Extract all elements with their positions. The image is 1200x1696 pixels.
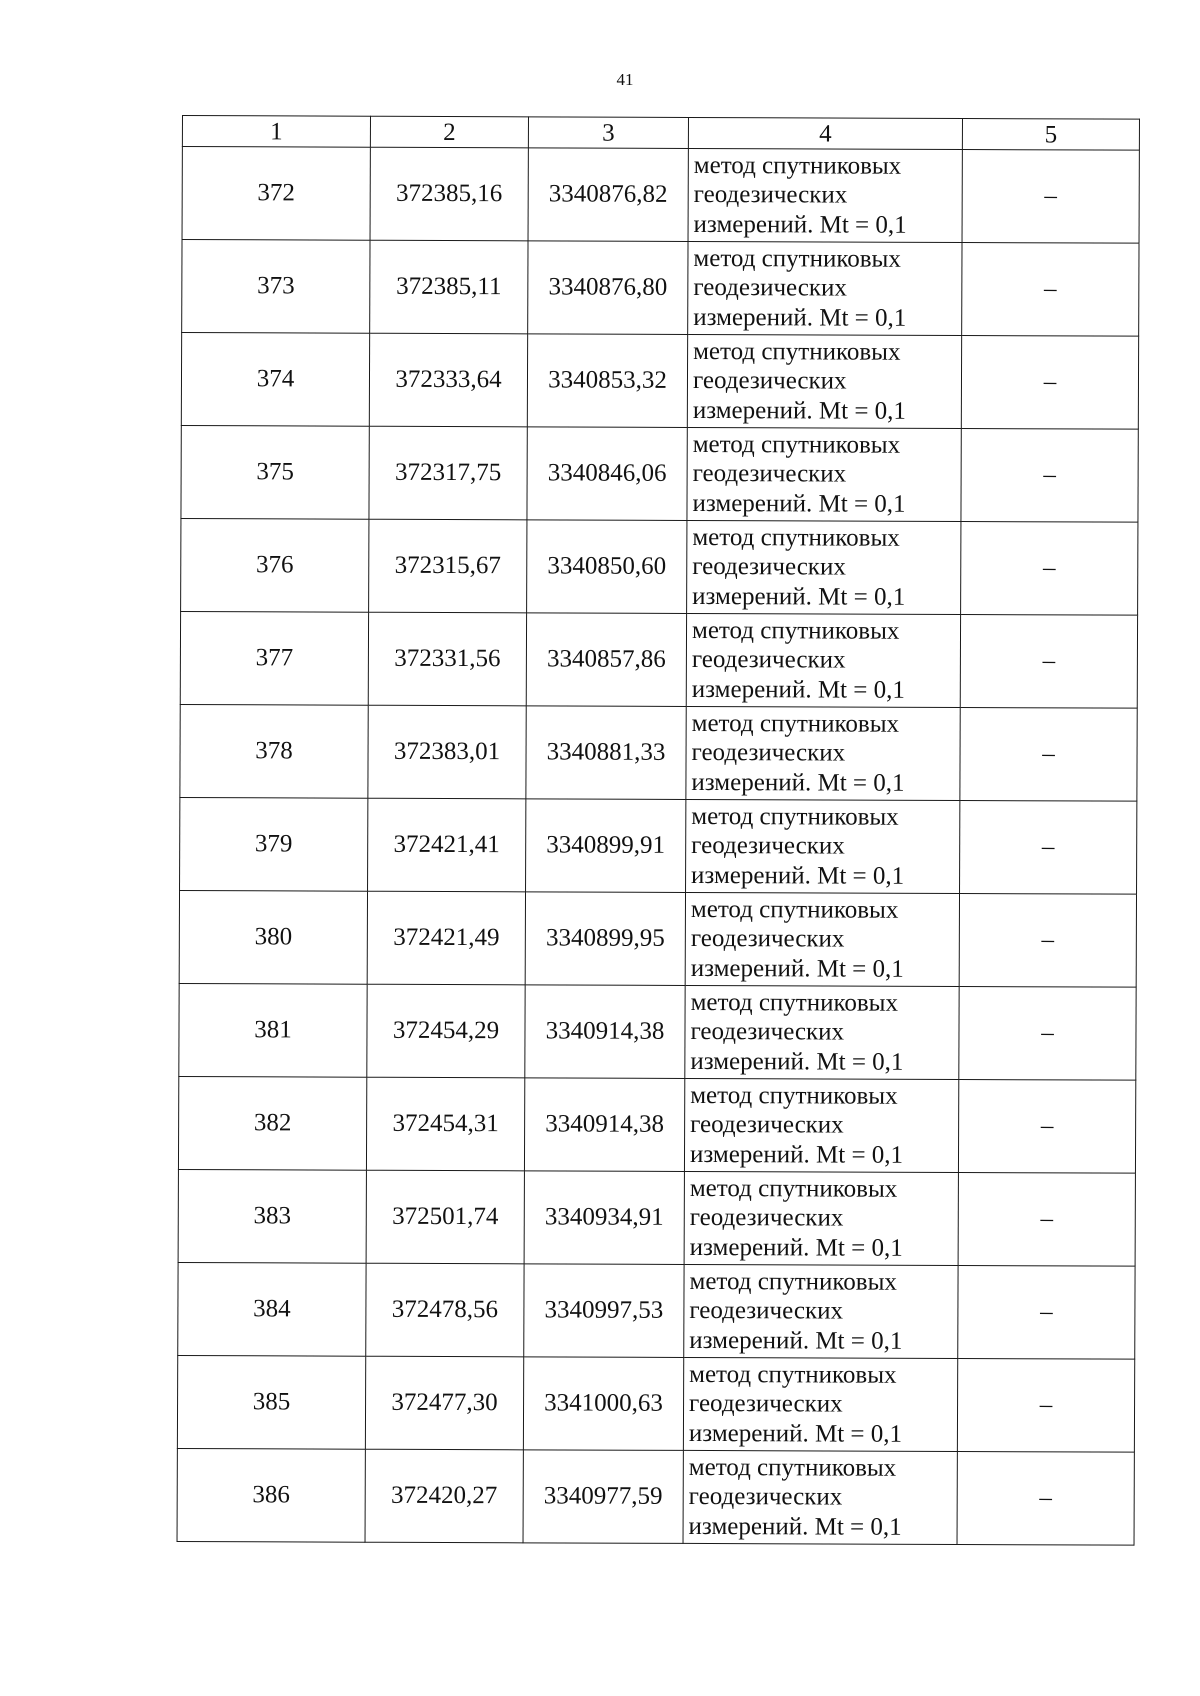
method-line: метод спутниковых bbox=[693, 337, 901, 366]
method-line: геодезических bbox=[692, 367, 847, 395]
note-cell: – bbox=[958, 1265, 1135, 1359]
x-coordinate-cell: 372385,16 bbox=[370, 147, 528, 241]
column-header: 3 bbox=[528, 117, 688, 149]
method-line: измерений. Mt = 0,1 bbox=[691, 768, 905, 797]
method-cell bbox=[683, 1357, 957, 1451]
table-row bbox=[181, 425, 1138, 522]
x-coordinate-cell: 372478,56 bbox=[366, 1263, 524, 1357]
table-row bbox=[179, 890, 1136, 987]
method-line: метод спутниковых bbox=[693, 151, 902, 180]
page-number: 41 bbox=[616, 70, 634, 89]
method-cell bbox=[683, 1450, 957, 1544]
column-header: 2 bbox=[370, 116, 528, 148]
table-row bbox=[179, 983, 1136, 1080]
method-cell bbox=[685, 985, 959, 1079]
method-line: геодезических bbox=[693, 274, 847, 302]
method-line: измерений. Mt = 0,1 bbox=[692, 396, 906, 425]
method-line: геодезических bbox=[691, 739, 846, 767]
method-line: метод спутниковых bbox=[691, 802, 899, 831]
method-line: геодезических bbox=[689, 1204, 844, 1232]
x-coordinate-cell: 372421,41 bbox=[368, 798, 526, 892]
method-line: измерений. Mt = 0,1 bbox=[692, 489, 906, 518]
note-cell: – bbox=[960, 800, 1137, 894]
y-coordinate-cell: 3341000,63 bbox=[523, 1357, 683, 1451]
table-row bbox=[182, 240, 1139, 337]
method-line: геодезических bbox=[690, 1111, 844, 1139]
note-cell: – bbox=[959, 986, 1136, 1080]
method-line: метод спутниковых bbox=[688, 1453, 897, 1482]
x-coordinate-cell: 372477,30 bbox=[365, 1356, 523, 1450]
point-number-cell: 386 bbox=[177, 1448, 365, 1542]
method-line: измерений. Mt = 0,1 bbox=[693, 210, 907, 239]
note-cell: – bbox=[961, 335, 1138, 429]
table-row bbox=[178, 1076, 1135, 1173]
method-line: геодезических bbox=[692, 460, 847, 488]
table-row bbox=[177, 1448, 1134, 1545]
method-line: метод спутниковых bbox=[689, 1267, 897, 1296]
note-cell: – bbox=[957, 1358, 1134, 1452]
method-line: геодезических bbox=[690, 1018, 845, 1046]
point-number-cell: 382 bbox=[178, 1076, 366, 1170]
point-number-cell: 374 bbox=[181, 333, 369, 427]
coordinates-table bbox=[177, 115, 1140, 1546]
method-line: измерений. Mt = 0,1 bbox=[688, 1512, 902, 1541]
method-cell bbox=[687, 427, 961, 521]
x-coordinate-cell: 372501,74 bbox=[366, 1170, 524, 1264]
y-coordinate-cell: 3340876,82 bbox=[528, 148, 688, 242]
y-coordinate-cell: 3340846,06 bbox=[527, 427, 687, 521]
method-line: метод спутниковых bbox=[690, 988, 899, 1017]
table-row bbox=[180, 797, 1137, 894]
method-line: измерений. Mt = 0,1 bbox=[690, 954, 904, 983]
point-number-cell: 377 bbox=[180, 611, 368, 705]
point-number-cell: 381 bbox=[179, 983, 367, 1077]
table-row bbox=[180, 611, 1137, 708]
method-cell bbox=[686, 799, 960, 893]
method-line: измерений. Mt = 0,1 bbox=[691, 675, 905, 704]
y-coordinate-cell: 3340857,86 bbox=[526, 613, 686, 707]
y-coordinate-cell: 3340914,38 bbox=[524, 1078, 684, 1172]
method-line: метод спутниковых bbox=[692, 523, 900, 552]
point-number-cell: 375 bbox=[181, 425, 369, 519]
y-coordinate-cell: 3340850,60 bbox=[527, 520, 687, 614]
note-cell: – bbox=[958, 1079, 1135, 1173]
method-line: измерений. Mt = 0,1 bbox=[691, 861, 905, 890]
point-number-cell: 376 bbox=[181, 518, 369, 612]
note-cell: – bbox=[960, 707, 1137, 801]
method-line: геодезических bbox=[691, 832, 845, 860]
x-coordinate-cell: 372385,11 bbox=[370, 240, 528, 334]
column-header: 1 bbox=[182, 116, 370, 148]
method-line: измерений. Mt = 0,1 bbox=[689, 1326, 903, 1355]
x-coordinate-cell: 372454,31 bbox=[366, 1077, 524, 1171]
method-cell bbox=[684, 1264, 958, 1358]
method-line: метод спутниковых bbox=[690, 1081, 898, 1110]
method-line: измерений. Mt = 0,1 bbox=[690, 1047, 904, 1076]
y-coordinate-cell: 3340934,91 bbox=[524, 1171, 684, 1265]
table-row bbox=[181, 333, 1138, 430]
method-line: геодезических bbox=[689, 1297, 844, 1325]
method-line: измерений. Mt = 0,1 bbox=[689, 1233, 903, 1262]
x-coordinate-cell: 372315,67 bbox=[369, 519, 527, 613]
method-cell bbox=[688, 148, 962, 242]
method-cell bbox=[688, 241, 962, 335]
x-coordinate-cell: 372454,29 bbox=[367, 984, 525, 1078]
method-cell bbox=[684, 1078, 958, 1172]
y-coordinate-cell: 3340914,38 bbox=[525, 985, 685, 1079]
note-cell: – bbox=[962, 242, 1139, 336]
method-line: геодезических bbox=[689, 1390, 843, 1418]
y-coordinate-cell: 3340997,53 bbox=[524, 1264, 684, 1358]
point-number-cell: 378 bbox=[180, 704, 368, 798]
table-row bbox=[181, 518, 1138, 615]
method-line: измерений. Mt = 0,1 bbox=[689, 1140, 904, 1169]
table-row bbox=[178, 1169, 1135, 1266]
method-line: геодезических bbox=[688, 1483, 843, 1511]
column-header: 5 bbox=[962, 118, 1139, 150]
method-cell bbox=[686, 706, 960, 800]
point-number-cell: 383 bbox=[178, 1169, 366, 1263]
table-body bbox=[177, 147, 1139, 1546]
x-coordinate-cell: 372331,56 bbox=[368, 612, 526, 706]
method-line: измерений. Mt = 0,1 bbox=[688, 1419, 903, 1448]
y-coordinate-cell: 3340853,32 bbox=[527, 334, 687, 428]
note-cell: – bbox=[961, 521, 1138, 615]
table-row bbox=[177, 1355, 1134, 1452]
x-coordinate-cell: 372421,49 bbox=[367, 891, 525, 985]
method-line: геодезических bbox=[692, 553, 846, 581]
note-cell: – bbox=[957, 1451, 1134, 1545]
table-header-row bbox=[182, 116, 1139, 151]
note-cell: – bbox=[961, 428, 1138, 522]
method-cell bbox=[686, 613, 960, 707]
note-cell: – bbox=[958, 1172, 1135, 1266]
point-number-cell: 384 bbox=[178, 1262, 366, 1356]
column-header: 4 bbox=[688, 117, 962, 149]
method-line: измерений. Mt = 0,1 bbox=[692, 582, 906, 611]
method-line: метод спутниковых bbox=[691, 616, 900, 645]
method-line: геодезических bbox=[690, 925, 845, 953]
point-number-cell: 380 bbox=[179, 890, 367, 984]
note-cell: – bbox=[959, 893, 1136, 987]
x-coordinate-cell: 372317,75 bbox=[369, 426, 527, 520]
table-row bbox=[178, 1262, 1135, 1359]
method-line: метод спутниковых bbox=[689, 1360, 897, 1389]
method-line: метод спутниковых bbox=[690, 895, 899, 924]
point-number-cell: 372 bbox=[182, 147, 370, 241]
method-line: геодезических bbox=[691, 646, 846, 674]
method-line: геодезических bbox=[693, 181, 848, 209]
method-cell bbox=[685, 892, 959, 986]
method-line: метод спутниковых bbox=[692, 430, 901, 459]
x-coordinate-cell: 372383,01 bbox=[368, 705, 526, 799]
x-coordinate-cell: 372420,27 bbox=[365, 1449, 523, 1543]
method-cell bbox=[687, 334, 961, 428]
note-cell: – bbox=[960, 614, 1137, 708]
y-coordinate-cell: 3340899,95 bbox=[525, 892, 685, 986]
method-cell bbox=[687, 520, 961, 614]
method-line: метод спутниковых bbox=[689, 1174, 898, 1203]
method-cell bbox=[684, 1171, 958, 1265]
table-row bbox=[180, 704, 1137, 801]
x-coordinate-cell: 372333,64 bbox=[369, 333, 527, 427]
method-line: метод спутниковых bbox=[693, 244, 901, 273]
y-coordinate-cell: 3340876,80 bbox=[528, 241, 688, 335]
y-coordinate-cell: 3340899,91 bbox=[526, 799, 686, 893]
note-cell: – bbox=[962, 149, 1139, 243]
method-line: метод спутниковых bbox=[691, 709, 900, 738]
point-number-cell: 379 bbox=[180, 797, 368, 891]
y-coordinate-cell: 3340881,33 bbox=[526, 706, 686, 800]
table-row bbox=[182, 147, 1139, 244]
point-number-cell: 373 bbox=[182, 240, 370, 334]
point-number-cell: 385 bbox=[177, 1355, 365, 1449]
y-coordinate-cell: 3340977,59 bbox=[523, 1450, 683, 1544]
method-line: измерений. Mt = 0,1 bbox=[693, 303, 907, 332]
